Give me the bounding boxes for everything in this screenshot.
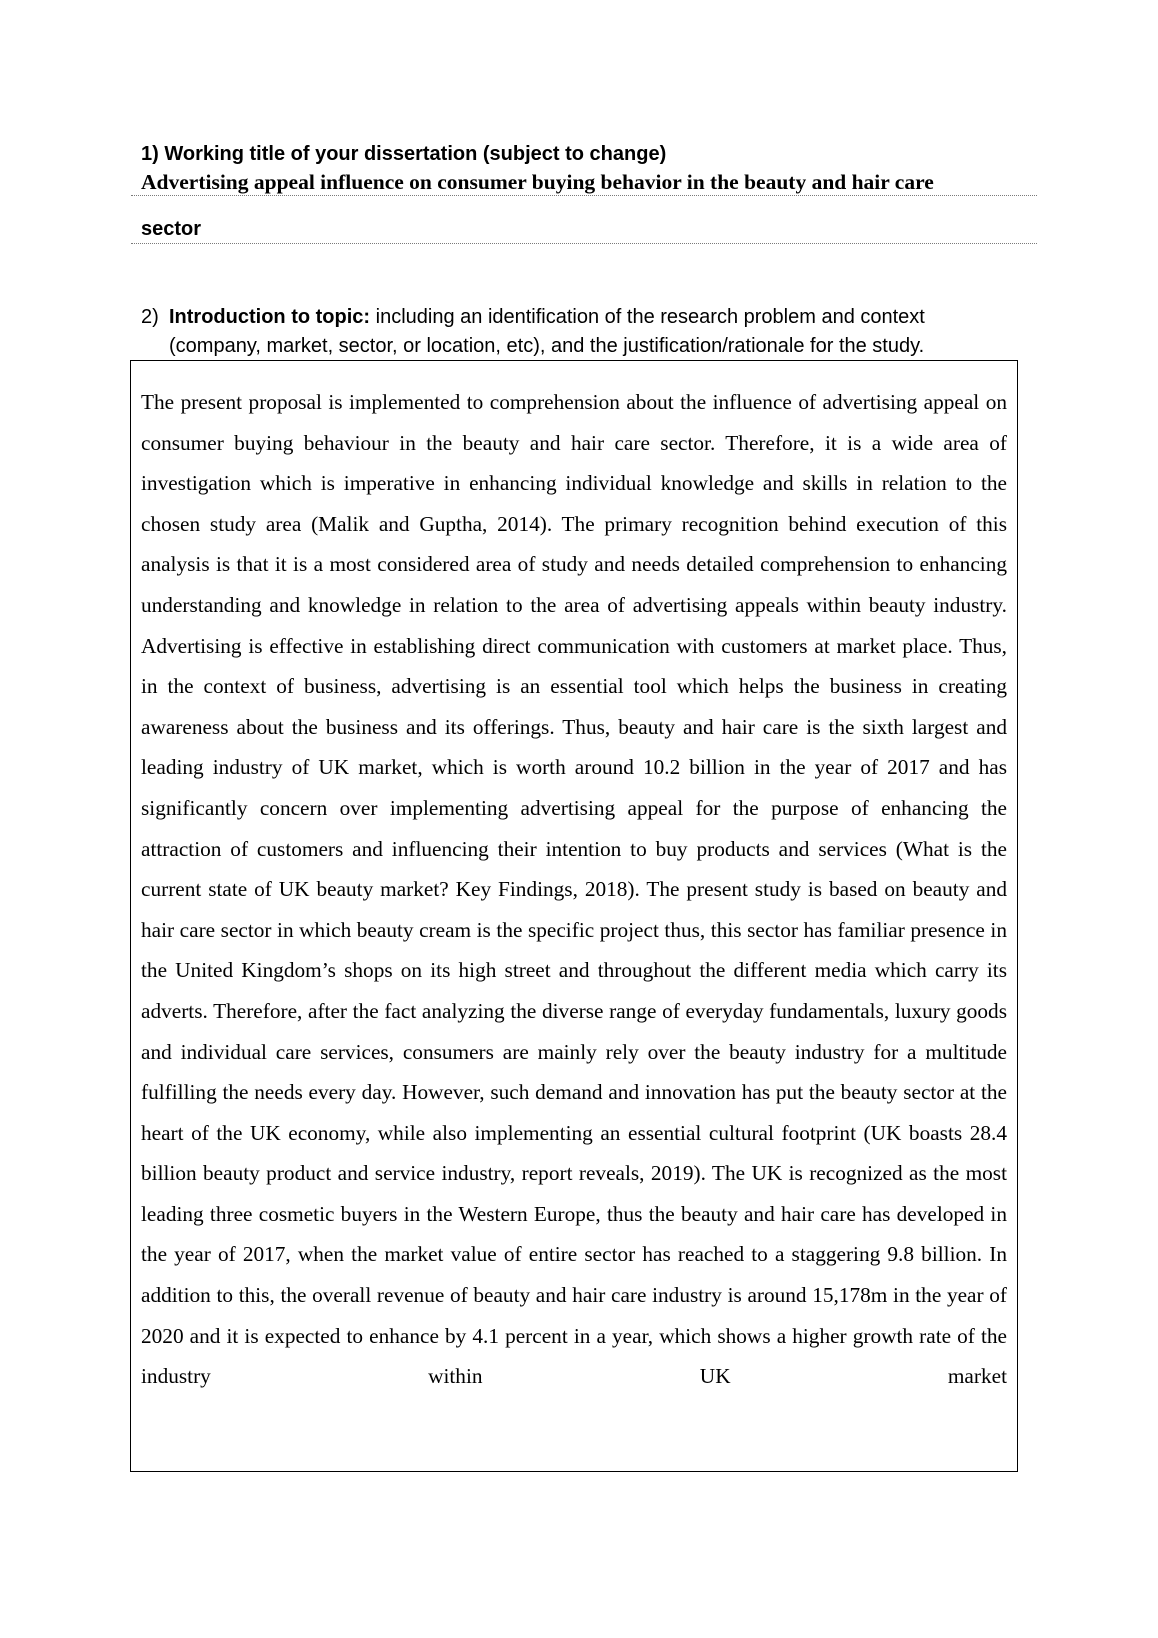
dissertation-title-line-2-field (131, 200, 1037, 244)
dissertation-title-line-1: Advertising appeal influence on consumer buying behavior in the beauty and hair care (131, 168, 1037, 196)
introduction-number: 2) (141, 306, 159, 328)
working-title-heading: 1) Working title of your dissertation (subject to change) (141, 143, 667, 165)
introduction-heading-description: including an identification of the research problem and context (company, market, sector, or location, etc), and the justification/rationale for the study. (169, 306, 925, 357)
dissertation-title-line-2: sector (141, 218, 202, 240)
introduction-body-text: The present proposal is implemented to comprehension about the influence of advertising appeal on consumer buying behaviour in the beauty and hair care sector. Therefore, it is a wide area of investigation which is imperative in enhancing individual knowledge and skills in relation to the chosen study area (Malik and Guptha, 2014). The primary recognition behind execution of this analysis is that it is a most considered area of study and needs detailed comprehension to enhancing understanding and knowledge in relation to the area of advertising appeals within beauty industry. Advertising is effective in establishing direct communication with customers at market place. Thus, in the context of business, advertising is an essential tool which helps the business in creating awareness about the business and its offerings. Thus, beauty and hair care is the sixth largest and leading industry of UK market, which is worth around 10.2 billion in the year of 2017 and has significantly concern over implementing advertising appeal for the purpose of enhancing the attraction of customers and influencing their intention to buy products and services (What is the current state of UK beauty market? Key Findings, 2018). The present study is based on beauty and hair care sector in which beauty cream is the specific project thus, this sector has familiar presence in the United Kingdom’s shops on its high street and throughout the different media which carry its adverts. Therefore, after the fact analyzing the diverse range of everyday fundamentals, luxury goods and individual care services, consumers are mainly rely over the beauty industry for a multitude fulfilling the needs every day. However, such demand and innovation has put the beauty sector at the heart of the UK economy, while also implementing an essential cultural footprint (UK boasts 28.4 billion beauty product and service industry, report reveals, 2019). The UK is recognized as the most leading three cosmetic buyers in the Western Europe, thus the beauty and hair care has developed in the year of 2017, when the market value of entire sector has reached to a staggering 9.8 billion. In addition to this, the overall revenue of beauty and hair care industry is around 15,178m in the year of 2020 and it is expected to enhance by 4.1 percent in a year, which shows a higher growth rate of the industry within UK market (141, 390, 1007, 1389)
introduction-heading-text (169, 303, 1021, 361)
introduction-text-box (130, 360, 1018, 1472)
introduction-heading-bold: Introduction to topic: (169, 306, 371, 328)
introduction-heading (141, 303, 1021, 361)
